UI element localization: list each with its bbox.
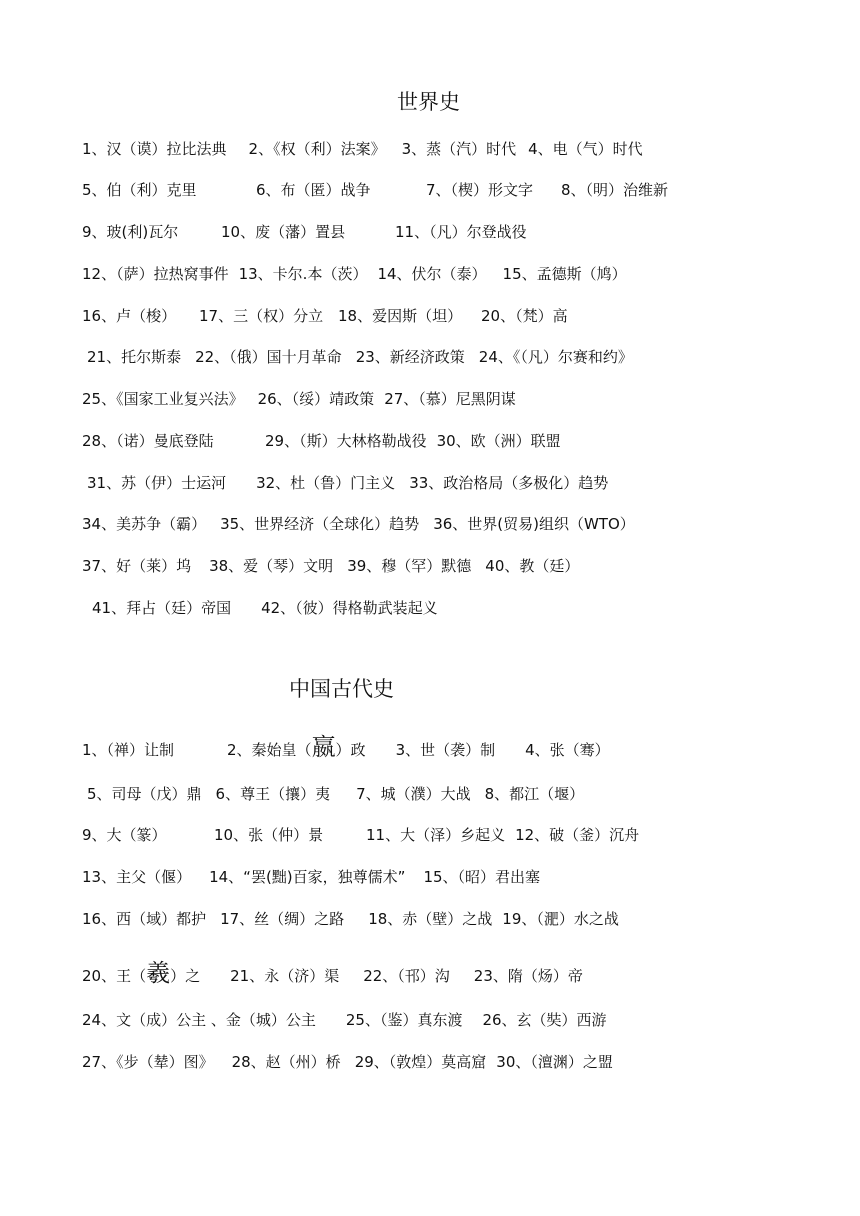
world-line-6 bbox=[87, 346, 633, 368]
list-item: 6、布（匿）战争 bbox=[256, 181, 371, 199]
world-line-1 bbox=[82, 138, 643, 160]
list-item: 26、玄（奘）西游 bbox=[482, 1011, 607, 1029]
list-item: 14、“罢(黜)百家，独尊儒术” bbox=[209, 868, 406, 886]
china-line-7 bbox=[82, 1009, 607, 1031]
world-line-4 bbox=[82, 263, 627, 285]
list-item: 31、苏（伊）士运河 bbox=[87, 474, 227, 492]
list-item: 13、卡尔.本（茨） bbox=[238, 265, 368, 283]
list-item: 4、电（气）时代 bbox=[528, 140, 643, 158]
list-item: 16、卢（梭） bbox=[82, 307, 177, 325]
list-item: 3、蒸（汽）时代 bbox=[401, 140, 517, 158]
list-item: 32、杜（鲁）门主义 bbox=[256, 474, 396, 492]
world-line-8 bbox=[82, 430, 561, 452]
list-item: 27、《步（辇）图》 bbox=[82, 1053, 214, 1071]
list-item: 7、（楔）形文字 bbox=[426, 181, 534, 199]
list-item: 24、文（成）公主 、金（城）公主 bbox=[82, 1011, 316, 1029]
world-line-5 bbox=[82, 305, 568, 327]
list-item: 37、好（莱）坞 bbox=[82, 557, 192, 575]
list-item: 33、政治格局（多极化）趋势 bbox=[409, 474, 609, 492]
list-item: 28、赵（州）桥 bbox=[231, 1053, 341, 1071]
world-line-3 bbox=[82, 221, 527, 243]
list-item: 14、伏尔（泰） bbox=[377, 265, 487, 283]
list-item: 18、赤（壁）之战 bbox=[368, 910, 493, 928]
list-item: 29、（敦煌）莫高窟 bbox=[354, 1053, 487, 1071]
china-line-5 bbox=[82, 908, 619, 930]
list-item: 28、（诺）曼底登陆 bbox=[82, 432, 214, 450]
list-item: 23、新经济政策 bbox=[355, 348, 465, 366]
list-item: 11、大（泽）乡起义 bbox=[366, 826, 506, 844]
list-item: 36、世界(贸易)组织（WTO） bbox=[433, 515, 635, 533]
list-item: 6、尊王（攘）夷 bbox=[215, 785, 331, 803]
world-line-7 bbox=[82, 388, 516, 410]
list-item: 38、爱（琴）文明 bbox=[209, 557, 334, 575]
list-item: 9、玻(利)瓦尔 bbox=[82, 223, 179, 241]
list-item: 21、托尔斯泰 bbox=[87, 348, 182, 366]
list-item: 4、张（骞） bbox=[525, 741, 610, 759]
list-item: 39、穆（罕）默德 bbox=[347, 557, 472, 575]
list-item: 20、（梵）高 bbox=[481, 307, 568, 325]
list-item: 20、王（羲）之 bbox=[82, 959, 201, 987]
list-item: 24、《（凡）尔赛和约》 bbox=[478, 348, 633, 366]
list-item: 2、《权（利）法案》 bbox=[248, 140, 386, 158]
list-item: 7、城（濮）大战 bbox=[356, 785, 471, 803]
list-item: 29、（斯）大林格勒战役 bbox=[265, 432, 427, 450]
list-item: 10、废（藩）置县 bbox=[221, 223, 346, 241]
list-item: 15、（昭）君出塞 bbox=[423, 868, 541, 886]
list-item: 13、主父（偃） bbox=[82, 868, 192, 886]
list-item: 21、永（济）渠 bbox=[230, 967, 340, 985]
list-item: 23、隋（炀）帝 bbox=[473, 967, 583, 985]
world-line-2 bbox=[82, 179, 668, 201]
list-item: 34、美苏争（霸） bbox=[82, 515, 207, 533]
world-history-title: 世界史 bbox=[397, 90, 460, 114]
list-item: 41、拜占（廷）帝国 bbox=[92, 599, 232, 617]
world-line-9 bbox=[87, 472, 608, 494]
list-item: 30、（澶渊）之盟 bbox=[496, 1053, 613, 1071]
china-line-4 bbox=[82, 866, 540, 888]
list-item: 26、（绥）靖政策 bbox=[257, 390, 375, 408]
list-item: 3、世（袭）制 bbox=[395, 741, 496, 759]
list-item: 17、三（权）分立 bbox=[199, 307, 324, 325]
list-item: 30、欧（洲）联盟 bbox=[436, 432, 561, 450]
list-item: 16、西（域）都护 bbox=[82, 910, 207, 928]
list-item: 15、孟德斯（鸠） bbox=[502, 265, 627, 283]
list-item: 8、都江（堰） bbox=[484, 785, 585, 803]
list-item: 35、世界经济（全球化）趋势 bbox=[220, 515, 420, 533]
ancient-china-title: 中国古代史 bbox=[289, 677, 394, 701]
list-item: 22、（邗）沟 bbox=[363, 967, 450, 985]
list-item: 25、《国家工业复兴法》 bbox=[82, 390, 244, 408]
list-item: 12、（萨）拉热窝事件 bbox=[82, 265, 229, 283]
world-line-10 bbox=[82, 513, 635, 535]
china-line-1 bbox=[82, 733, 610, 761]
list-item: 42、（彼）得格勒武装起义 bbox=[261, 599, 438, 617]
list-item: 1、汉（谟）拉比法典 bbox=[82, 140, 227, 158]
china-line-2 bbox=[87, 783, 584, 805]
list-item: 17、丝（绸）之路 bbox=[220, 910, 345, 928]
list-item: 11、（凡）尔登战役 bbox=[395, 223, 527, 241]
china-line-3 bbox=[82, 824, 639, 846]
list-item: 19、（淝）水之战 bbox=[502, 910, 619, 928]
list-item: 9、大（篆） bbox=[82, 826, 167, 844]
list-item: 2、秦始皇（嬴）政 bbox=[227, 733, 366, 761]
list-item: 8、（明）治维新 bbox=[561, 181, 669, 199]
list-item: 25、（鉴）真东渡 bbox=[345, 1011, 463, 1029]
china-line-8 bbox=[82, 1051, 613, 1073]
list-item: 1、（禅）让制 bbox=[82, 741, 175, 759]
list-item: 5、伯（利）克里 bbox=[82, 181, 197, 199]
list-item: 12、破（釜）沉舟 bbox=[515, 826, 640, 844]
china-line-6 bbox=[82, 959, 583, 987]
world-line-12 bbox=[92, 597, 438, 619]
list-item: 27、（慕）尼黑阴谋 bbox=[384, 390, 516, 408]
list-item: 18、爱因斯（坦） bbox=[338, 307, 463, 325]
list-item: 5、司母（戊）鼎 bbox=[87, 785, 202, 803]
list-item: 22、（俄）国十月革命 bbox=[195, 348, 342, 366]
list-item: 40、教（廷） bbox=[485, 557, 580, 575]
world-line-11 bbox=[82, 555, 579, 577]
list-item: 10、张（仲）景 bbox=[214, 826, 324, 844]
